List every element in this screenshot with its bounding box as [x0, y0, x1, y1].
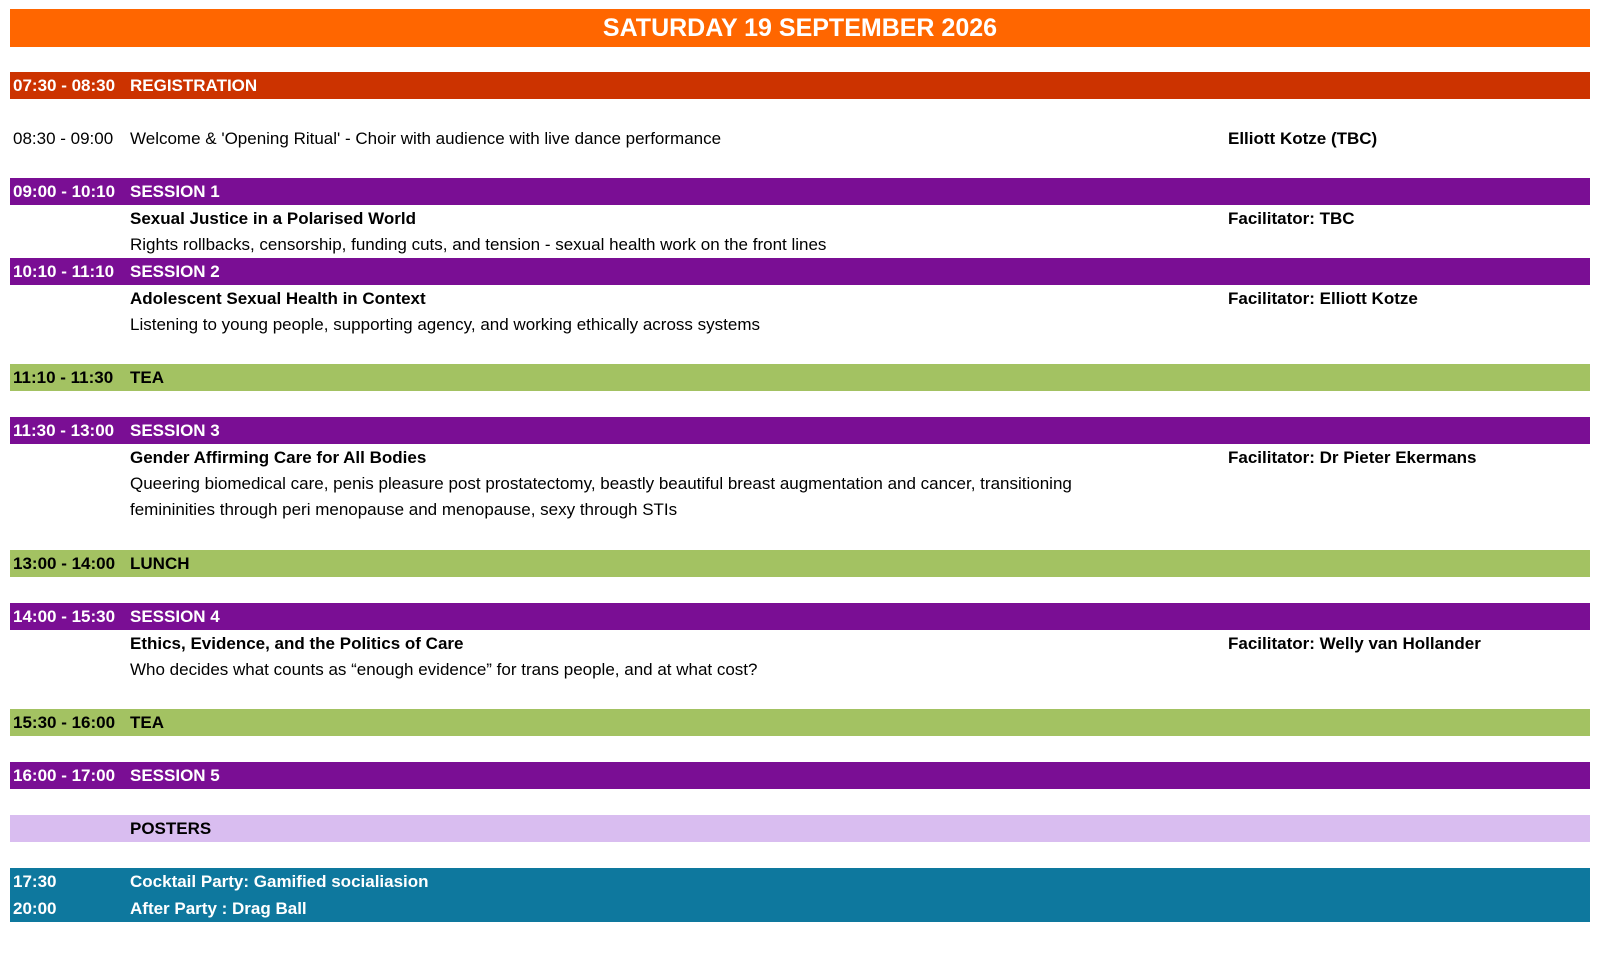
registration-row — [10, 72, 1590, 99]
session-2-facilitator: Facilitator: Elliott Kotze — [1228, 289, 1418, 308]
session-5-time: 16:00 - 17:00 — [13, 766, 116, 785]
session-4-topic-row — [10, 630, 1590, 657]
tea-1-label: TEA — [130, 368, 164, 387]
session-2-topic: Adolescent Sexual Health in Context — [130, 289, 426, 308]
session-3-facilitator: Facilitator: Dr Pieter Ekermans — [1228, 448, 1477, 467]
session-4-description: Who decides what counts as “enough evidence” for trans people, and at what cost? — [130, 660, 758, 679]
day-title: SATURDAY 19 SEPTEMBER 2026 — [10, 9, 1590, 47]
cocktail-label: Cocktail Party: Gamified socialiasion — [130, 872, 429, 891]
session-4-facilitator: Facilitator: Welly van Hollander — [1228, 634, 1481, 653]
session-2-description: Listening to young people, supporting agency, and working ethically across systems — [130, 315, 760, 334]
cocktail-time: 17:30 — [13, 872, 57, 891]
session-1-header — [10, 178, 1590, 205]
session-5-header — [10, 762, 1590, 789]
lunch-label: LUNCH — [130, 554, 190, 573]
lunch-time: 13:00 - 14:00 — [13, 554, 116, 573]
tea-1-time: 11:10 - 11:30 — [13, 368, 114, 387]
welcome-label: Welcome & 'Opening Ritual' - Choir with audience with live dance performance — [130, 129, 722, 148]
session-3-label: SESSION 3 — [130, 421, 220, 440]
tea-2-row — [10, 709, 1590, 736]
session-3-description-row-1 — [10, 470, 1590, 497]
afterparty-time: 20:00 — [13, 899, 57, 918]
session-3-description-row-2 — [10, 496, 1590, 523]
session-3-description-line-2: femininities through peri menopause and menopause, sexy through STIs — [130, 500, 678, 519]
registration-time: 07:30 - 08:30 — [13, 76, 116, 95]
tea-1-row — [10, 364, 1590, 391]
session-3-header — [10, 417, 1590, 444]
session-3-description-line-1: Queering biomedical care, penis pleasure post prostatectomy, beastly beautiful breast augmentation and cancer, transitioning — [130, 474, 1072, 493]
afterparty-row — [10, 895, 1590, 922]
session-1-topic-row — [10, 205, 1590, 232]
session-3-topic: Gender Affirming Care for All Bodies — [130, 448, 427, 467]
session-2-header — [10, 258, 1590, 285]
tea-2-time: 15:30 - 16:00 — [13, 713, 116, 732]
session-5-label: SESSION 5 — [130, 766, 220, 785]
session-4-topic: Ethics, Evidence, and the Politics of Care — [130, 634, 464, 653]
tea-2-label: TEA — [130, 713, 164, 732]
session-2-topic-row — [10, 285, 1590, 312]
welcome-row — [10, 125, 1590, 152]
session-3-topic-row — [10, 444, 1590, 471]
session-2-description-row — [10, 311, 1590, 338]
afterparty-label: After Party : Drag Ball — [130, 899, 307, 918]
session-1-description: Rights rollbacks, censorship, funding cuts, and tension - sexual health work on the front lines — [130, 235, 827, 254]
session-4-description-row — [10, 656, 1590, 683]
session-1-facilitator: Facilitator: TBC — [1228, 209, 1355, 228]
session-4-time: 14:00 - 15:30 — [13, 607, 116, 626]
lunch-row — [10, 550, 1590, 577]
registration-label: REGISTRATION — [130, 76, 258, 95]
session-1-description-row — [10, 231, 1590, 258]
welcome-presenter: Elliott Kotze (TBC) — [1228, 129, 1378, 148]
session-1-time: 09:00 - 10:10 — [13, 182, 116, 201]
welcome-time: 08:30 - 09:00 — [13, 129, 114, 148]
session-1-topic: Sexual Justice in a Polarised World — [130, 209, 416, 228]
session-4-label: SESSION 4 — [130, 607, 220, 626]
session-2-label: SESSION 2 — [130, 262, 220, 281]
session-2-time: 10:10 - 11:10 — [13, 262, 115, 281]
session-1-label: SESSION 1 — [130, 182, 220, 201]
session-4-header — [10, 603, 1590, 630]
posters-row — [10, 815, 1590, 842]
cocktail-row — [10, 868, 1590, 895]
session-3-time: 11:30 - 13:00 — [13, 421, 115, 440]
posters-label: POSTERS — [130, 819, 212, 838]
